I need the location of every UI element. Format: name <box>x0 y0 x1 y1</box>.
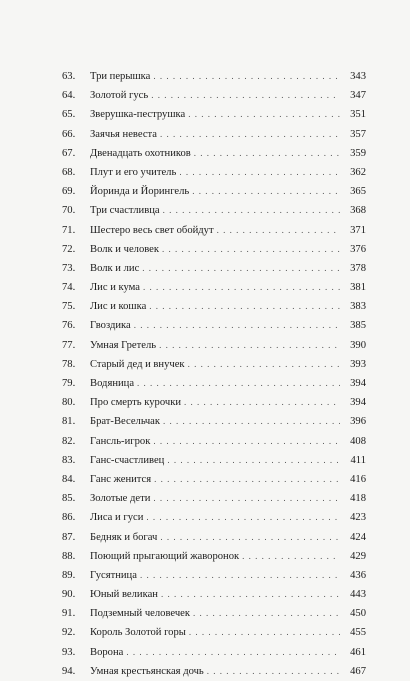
toc-entry <box>62 278 366 297</box>
toc-entry <box>62 163 366 182</box>
entry-number: 92. <box>62 627 76 639</box>
toc-entry <box>62 528 366 547</box>
toc-entry <box>62 643 366 662</box>
entry-title: Умная Гретель <box>90 339 157 351</box>
entry-page-number: 429 <box>350 550 366 562</box>
entry-page-number: 362 <box>350 166 366 178</box>
entry-page-number: 383 <box>350 301 366 313</box>
entry-title: Волк и человек <box>90 243 160 255</box>
entry-page-number: 368 <box>350 205 366 217</box>
entry-number: 65. <box>62 109 76 121</box>
dot-leader <box>194 144 340 163</box>
entry-page-number: 436 <box>350 569 366 581</box>
entry-number: 71. <box>62 224 76 236</box>
entry-title: Шестеро весь свет обойдут <box>90 224 214 236</box>
entry-number: 69. <box>62 186 76 198</box>
entry-number: 83. <box>62 454 76 466</box>
toc-entry <box>62 547 366 566</box>
dot-leader <box>162 240 340 259</box>
entry-title: Лис и кума <box>90 282 141 294</box>
entry-title: Золотой гусь <box>90 90 149 102</box>
entry-number: 74. <box>62 282 76 294</box>
dot-leader <box>163 412 340 431</box>
entry-number: 86. <box>62 512 76 524</box>
dot-leader <box>192 182 340 201</box>
entry-number: 68. <box>62 166 76 178</box>
toc-entry <box>62 470 366 489</box>
entry-title: Заячья невеста <box>90 128 158 140</box>
entry-number: 88. <box>62 550 76 562</box>
toc-entry <box>62 105 366 124</box>
entry-title: Подземный человечек <box>90 608 191 620</box>
dot-leader <box>188 355 340 374</box>
toc-entry <box>62 125 366 144</box>
entry-page-number: 351 <box>350 109 366 121</box>
toc-entry <box>62 566 366 585</box>
toc-entry <box>62 412 366 431</box>
dot-leader <box>167 451 340 470</box>
dot-leader <box>160 125 340 144</box>
toc-entry <box>62 662 366 681</box>
dot-leader <box>149 297 340 316</box>
entry-title: Гусятница <box>90 569 137 581</box>
entry-title: Поющий прыгающий жаворонок <box>90 550 240 562</box>
entry-number: 73. <box>62 262 76 274</box>
entry-page-number: 365 <box>350 186 366 198</box>
toc-entry <box>62 240 366 259</box>
toc-entry <box>62 489 366 508</box>
toc-entry <box>62 316 366 335</box>
entry-title: Три счастливца <box>90 205 160 217</box>
entry-number: 78. <box>62 358 76 370</box>
entry-page-number: 418 <box>350 493 366 505</box>
dot-leader <box>143 278 340 297</box>
entry-page-number: 450 <box>350 608 366 620</box>
entry-title: Про смерть курочки <box>90 397 182 409</box>
toc-entry <box>62 451 366 470</box>
entry-title: Водяница <box>90 378 135 389</box>
dot-leader <box>189 623 340 642</box>
dot-leader <box>153 432 340 451</box>
entry-number: 70. <box>62 205 76 217</box>
entry-page-number: 424 <box>350 531 366 543</box>
entry-page-number: 394 <box>350 397 366 409</box>
entry-title: Гансль-игрок <box>90 435 151 447</box>
dot-leader <box>207 662 340 681</box>
entry-title: Три перышка <box>90 71 151 82</box>
entry-number: 64. <box>62 90 76 102</box>
entry-title: Ворона <box>90 646 124 658</box>
entry-page-number: 390 <box>350 339 366 351</box>
entry-title: Гвоздика <box>90 320 131 332</box>
entry-title: Лиса и гуси <box>90 512 144 524</box>
dot-leader <box>140 566 340 585</box>
dot-leader <box>154 470 340 489</box>
toc-entry <box>62 585 366 604</box>
entry-page-number: 357 <box>350 128 366 140</box>
toc-entry <box>62 508 366 527</box>
entry-title: Волк и лис <box>90 262 140 274</box>
dot-leader <box>134 316 340 335</box>
entry-number: 94. <box>62 665 76 677</box>
entry-title: Умная крестьянская дочь <box>90 665 204 677</box>
entry-page-number: 371 <box>350 224 366 236</box>
entry-page-number: 455 <box>350 627 366 639</box>
entry-number: 84. <box>62 473 76 485</box>
entry-number: 89. <box>62 569 76 581</box>
toc-entry <box>62 259 366 278</box>
dot-leader <box>126 643 340 662</box>
dot-leader <box>184 393 340 412</box>
dot-leader <box>153 489 340 508</box>
dot-leader <box>159 336 340 355</box>
entry-title: Юный великан <box>90 589 158 601</box>
entry-page-number: 396 <box>350 416 366 428</box>
toc-entry <box>62 393 366 412</box>
toc-entry <box>62 201 366 220</box>
table-of-contents <box>62 67 366 681</box>
entry-number: 77. <box>62 339 76 351</box>
entry-number: 66. <box>62 128 76 140</box>
entry-title: Золотые дети <box>90 493 151 505</box>
entry-page-number: 376 <box>350 243 366 255</box>
toc-entry <box>62 86 366 105</box>
toc-entry <box>62 182 366 201</box>
entry-title: Двенадцать охотников <box>90 147 191 159</box>
entry-page-number: 394 <box>350 378 366 389</box>
dot-leader <box>153 67 340 86</box>
entry-number: 80. <box>62 397 76 409</box>
entry-page-number: 381 <box>350 282 366 294</box>
entry-page-number: 443 <box>350 589 366 601</box>
entry-title: Йоринда и Йорингель <box>90 186 190 198</box>
toc-entry <box>62 67 366 86</box>
dot-leader <box>146 508 340 527</box>
entry-number: 93. <box>62 646 76 658</box>
entry-title: Ганс-счастливец <box>90 454 165 466</box>
toc-entry <box>62 355 366 374</box>
entry-title: Бедняк и богач <box>90 531 158 543</box>
toc-entry <box>62 374 366 393</box>
entry-number: 79. <box>62 378 76 389</box>
entry-number: 76. <box>62 320 76 332</box>
dot-leader <box>142 259 340 278</box>
entry-page-number: 423 <box>350 512 366 524</box>
dot-leader <box>217 221 340 240</box>
toc-entry <box>62 144 366 163</box>
entry-page-number: 393 <box>350 358 366 370</box>
toc-entry <box>62 604 366 623</box>
entry-title: Король Золотой горы <box>90 627 186 639</box>
entry-page-number: 411 <box>350 454 366 466</box>
entry-page-number: 343 <box>350 71 366 82</box>
dot-leader <box>163 201 340 220</box>
entry-page-number: 461 <box>350 646 366 658</box>
dot-leader <box>242 547 340 566</box>
entry-number: 81. <box>62 416 76 428</box>
entry-number: 67. <box>62 147 76 159</box>
toc-entry <box>62 336 366 355</box>
entry-number: 91. <box>62 608 76 620</box>
entry-number: 75. <box>62 301 76 313</box>
entry-page-number: 385 <box>350 320 366 332</box>
dot-leader <box>137 374 340 393</box>
dot-leader <box>151 86 340 105</box>
entry-page-number: 347 <box>350 90 366 102</box>
entry-number: 63. <box>62 71 76 82</box>
entry-number: 82. <box>62 435 76 447</box>
entry-page-number: 416 <box>350 473 366 485</box>
entry-title: Ганс женится <box>90 473 152 485</box>
toc-entry <box>62 623 366 642</box>
toc-entry <box>62 297 366 316</box>
entry-title: Зверушка-пеструшка <box>90 109 186 121</box>
entry-number: 85. <box>62 493 76 505</box>
entry-page-number: 359 <box>350 147 366 159</box>
dot-leader <box>188 105 340 124</box>
dot-leader <box>161 585 340 604</box>
dot-leader <box>179 163 340 182</box>
entry-title: Плут и его учитель <box>90 166 177 178</box>
toc-entry <box>62 221 366 240</box>
entry-number: 87. <box>62 531 76 543</box>
dot-leader <box>160 528 340 547</box>
toc-entry <box>62 432 366 451</box>
entry-title: Лис и кошка <box>90 301 147 313</box>
entry-number: 72. <box>62 243 76 255</box>
dot-leader <box>193 604 340 623</box>
entry-number: 90. <box>62 589 76 601</box>
entry-title: Старый дед и внучек <box>90 358 185 370</box>
entry-page-number: 378 <box>350 262 366 274</box>
entry-title: Брат-Весельчак <box>90 416 161 428</box>
entry-page-number: 467 <box>350 665 366 677</box>
entry-page-number: 408 <box>350 435 366 447</box>
